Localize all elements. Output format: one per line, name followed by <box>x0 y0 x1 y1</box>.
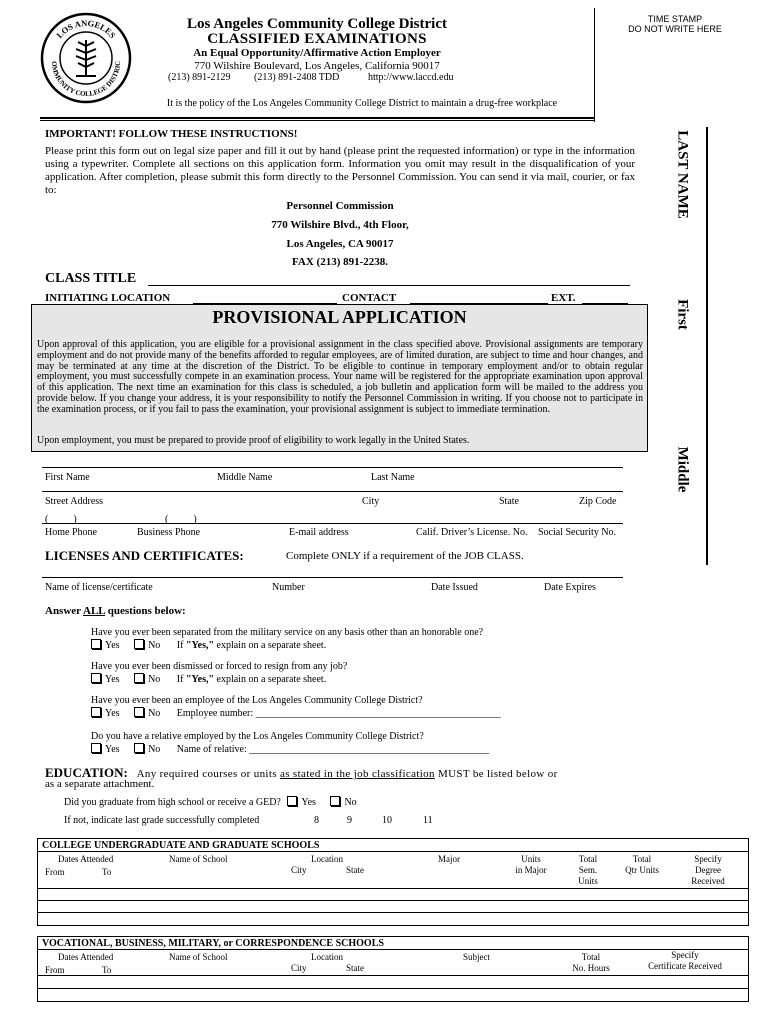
military-yes-checkbox[interactable] <box>91 639 101 649</box>
vocational-state-header: State <box>346 963 364 973</box>
college-city-header: City <box>291 865 307 875</box>
licenses-heading: LICENSES AND CERTIFICATES: <box>45 548 244 563</box>
college-dates-header: Dates Attended <box>58 854 114 864</box>
license-issued-label: Date Issued <box>431 582 478 593</box>
instructions-heading: IMPORTANT! FOLLOW THESE INSTRUCTIONS! <box>45 128 298 140</box>
mail-fax: FAX (213) 891-2238. <box>291 256 389 268</box>
question-relative-answers: Yes No Name of relative: ________________________________________________ <box>91 743 489 755</box>
college-units-header-2: in Major <box>515 865 547 875</box>
license-field[interactable] <box>42 577 623 578</box>
ext-label: EXT. <box>551 292 576 304</box>
college-sem-header-1: Total <box>578 854 598 864</box>
provisional-title: PROVISIONAL APPLICATION <box>212 307 467 327</box>
mail-recipient: Personnel Commission <box>286 200 394 212</box>
home-phone-label: Home Phone <box>45 527 97 538</box>
side-middle: Middle <box>674 446 691 493</box>
grade-option-9[interactable]: 9 <box>347 815 352 826</box>
college-units-header-1: Units <box>521 854 541 864</box>
college-qtr-header-2: Qtr Units <box>625 865 659 875</box>
city-label: City <box>362 496 380 507</box>
ssn-label: Social Security No. <box>538 527 617 538</box>
street-label: Street Address <box>45 496 104 507</box>
relative-no-checkbox[interactable] <box>134 743 144 753</box>
vocational-row-1[interactable] <box>37 988 749 989</box>
eeo-statement: An Equal Opportunity/Affirmative Action Employer <box>193 47 441 59</box>
college-row-2[interactable] <box>37 912 749 913</box>
home-phone-area[interactable]: (_____) <box>45 514 77 525</box>
question-military-answers: Yes No If "Yes," explain on a separate sheet. <box>91 639 326 651</box>
prior-employee-no-checkbox[interactable] <box>134 707 144 717</box>
last-name-label: Last Name <box>371 472 415 483</box>
vocational-subject-header: Subject <box>463 952 490 962</box>
zip-label: Zip Code <box>579 496 617 507</box>
contact-label: CONTACT <box>342 292 397 304</box>
business-phone-area[interactable]: (_____) <box>165 514 197 525</box>
state-label: State <box>499 496 519 507</box>
side-last-name-wrap <box>672 126 692 226</box>
vocational-hours-header-2: No. Hours <box>572 963 610 973</box>
licenses-note: Complete ONLY if a requirement of the JOB CLASS. <box>286 550 524 562</box>
middle-name-label: Middle Name <box>217 472 273 483</box>
prior-employee-yes-checkbox[interactable] <box>91 707 101 717</box>
college-location-header: Location <box>311 854 343 864</box>
employee-number-field[interactable]: Employee number: _________________________________________________ <box>176 708 501 719</box>
question-dismissed-answers: Yes No If "Yes," explain on a separate sheet. <box>91 673 326 685</box>
college-degree-header-2: Degree <box>695 865 721 875</box>
phone-number: (213) 891-2129 <box>168 72 231 83</box>
class-title-field[interactable] <box>148 285 630 286</box>
vocational-hours-header-1: Total <box>581 952 601 962</box>
header-rule-thin <box>40 120 594 121</box>
vocational-city-header: City <box>291 963 307 973</box>
license-number-label: Number <box>272 582 305 593</box>
grade-option-11[interactable]: 11 <box>423 815 433 826</box>
question-prior-employee: Have you ever been an employee of the Los Angeles Community College District? <box>91 695 423 706</box>
college-header-rule <box>37 888 749 889</box>
last-grade-question: If not, indicate last grade successfully completed <box>64 815 260 826</box>
ged-no-checkbox[interactable] <box>330 796 340 806</box>
website-link[interactable]: http://www.laccd.edu <box>368 72 454 83</box>
side-last-name: LAST NAME <box>674 130 691 219</box>
college-sem-header-3: Units <box>578 876 598 886</box>
college-table-title: COLLEGE UNDERGRADUATE AND GRADUATE SCHOOLS <box>42 840 320 851</box>
question-dismissed: Have you ever been dismissed or forced to resign from any job? <box>91 661 348 672</box>
side-first: First <box>674 299 691 330</box>
question-military: Have you ever been separated from the military service on any basis other than an honorable one? <box>91 627 484 638</box>
timestamp-label: TIME STAMP <box>647 14 703 24</box>
education-heading: EDUCATION: <box>45 765 128 780</box>
vocational-header-rule <box>37 975 749 976</box>
mail-street: 770 Wilshire Blvd., 4th Floor, <box>271 219 409 231</box>
vocational-location-header: Location <box>311 952 343 962</box>
vocational-cert-header-2: Certificate Received <box>648 961 722 971</box>
college-degree-header-1: Specify <box>694 854 722 864</box>
email-label: E-mail address <box>289 527 349 538</box>
timestamp-box-border <box>594 8 595 122</box>
questions-intro: Answer ALL questions below: <box>45 605 186 617</box>
drug-free-policy: It is the policy of the Los Angeles Community College District to maintain a drug-free workplace <box>166 98 558 109</box>
district-address: 770 Wilshire Boulevard, Los Angeles, California 90017 <box>194 60 440 72</box>
college-qtr-header-1: Total <box>632 854 652 864</box>
tdd-number: (213) 891-2408 TDD <box>254 72 340 83</box>
contact-info-field[interactable] <box>42 523 623 524</box>
provisional-body: Upon approval of this application, you are eligible for a provisional assignment in the class specified above. Provisional assignments are temporary employment and do not provide many of the benefits afforded to regular employees, are of limited duration, are subject to time and hour changes, and may be terminated at any time at the discretion of the District. To be eligible to continue in temporary employment and/or to obtain regular employment, you must successfully compete in an examination process. Your name will be registered for the appropriate examination upon approval of this application. The next time an examination for this class is scheduled, a job bulletin and application form will be mailed to the address you provide below. If you change your address, it is your responsibility to notify the Personnel Commission in writing. If you choose not to participate in the examination process, or if you fail to pass the examination, your provisional assignment is subject to immediate termination. <box>37 339 643 415</box>
ged-question: Did you graduate from high school or receive a GED? <box>64 797 281 808</box>
vocational-dates-header: Dates Attended <box>58 952 114 962</box>
college-to-header: To <box>102 867 112 877</box>
vocational-table-title: VOCATIONAL, BUSINESS, MILITARY, or CORRESPONDENCE SCHOOLS <box>42 938 384 949</box>
initiating-location-label: INITIATING LOCATION <box>45 292 171 304</box>
license-name-label: Name of license/certificate <box>45 582 153 593</box>
education-intro-line2: as a separate attachment. <box>45 778 155 790</box>
side-first-wrap <box>672 296 692 336</box>
dismissed-no-checkbox[interactable] <box>134 673 144 683</box>
vocational-to-header: To <box>102 965 112 975</box>
college-row-1[interactable] <box>37 900 749 901</box>
mail-city: Los Angeles, CA 90017 <box>286 238 394 250</box>
seal-text-bottom: OMMUNITY COLLEGE DISTRIC <box>49 60 123 99</box>
question-prior-employee-answers: Yes No Employee number: _________________________________________________ <box>91 707 501 719</box>
work-eligibility-note: Upon employment, you must be prepared to provide proof of eligibility to work legally in the United States. <box>37 435 470 446</box>
side-middle-wrap <box>672 446 692 496</box>
license-expires-label: Date Expires <box>544 582 596 593</box>
business-phone-label: Business Phone <box>137 527 201 538</box>
first-name-label: First Name <box>45 472 90 483</box>
seal-text-top: LOS ANGELES <box>54 17 118 41</box>
college-major-header: Major <box>438 854 460 864</box>
vocational-cert-header-1: Specify <box>671 950 699 960</box>
college-school-header: Name of School <box>169 854 228 864</box>
name-field[interactable] <box>42 467 623 468</box>
timestamp-note: DO NOT WRITE HERE <box>628 24 722 34</box>
college-state-header: State <box>346 865 364 875</box>
district-seal <box>40 12 132 104</box>
ged-yes-checkbox[interactable] <box>287 796 297 806</box>
grade-option-8[interactable]: 8 <box>314 815 319 826</box>
instructions-body: Please print this form out on legal size paper and fill it out by hand (please print the requested information) or type in the information using a typewriter. Complete all sections on this application form. Information you omit may result in the disqualification of your application. After completion, please submit this form directly to the Personnel Commission. You can send it via mail, courier, or fax to: <box>45 145 635 196</box>
college-from-header: From <box>45 867 65 877</box>
college-sem-header-2: Sem. <box>578 865 598 875</box>
address-field[interactable] <box>42 491 623 492</box>
header-rule <box>40 117 594 119</box>
org-name: Los Angeles Community College District <box>187 16 447 32</box>
all-emphasis: ALL <box>83 605 106 617</box>
relative-name-field[interactable]: Name of relative: ________________________________________________ <box>176 744 490 755</box>
vocational-school-header: Name of School <box>169 952 228 962</box>
class-title-label: CLASS TITLE <box>45 271 137 286</box>
grade-option-10[interactable]: 10 <box>382 815 392 826</box>
question-relative: Do you have a relative employed by the Los Angeles Community College District? <box>91 731 424 742</box>
ged-question-row: Did you graduate from high school or receive a GED? Yes No <box>64 797 357 808</box>
college-title-rule <box>37 851 749 852</box>
college-degree-header-3: Received <box>691 876 725 886</box>
military-no-checkbox[interactable] <box>134 639 144 649</box>
dismissed-yes-checkbox[interactable] <box>91 673 101 683</box>
vocational-from-header: From <box>45 965 65 975</box>
education-intro: EDUCATION: Any required courses or units as stated in the job classification MUST be listed below or <box>45 765 558 780</box>
side-name-rule <box>706 127 708 565</box>
exam-title: CLASSIFIED EXAMINATIONS <box>207 31 427 47</box>
drivers-license-label: Calif. Driver’s License. No. <box>416 527 528 538</box>
relative-yes-checkbox[interactable] <box>91 743 101 753</box>
